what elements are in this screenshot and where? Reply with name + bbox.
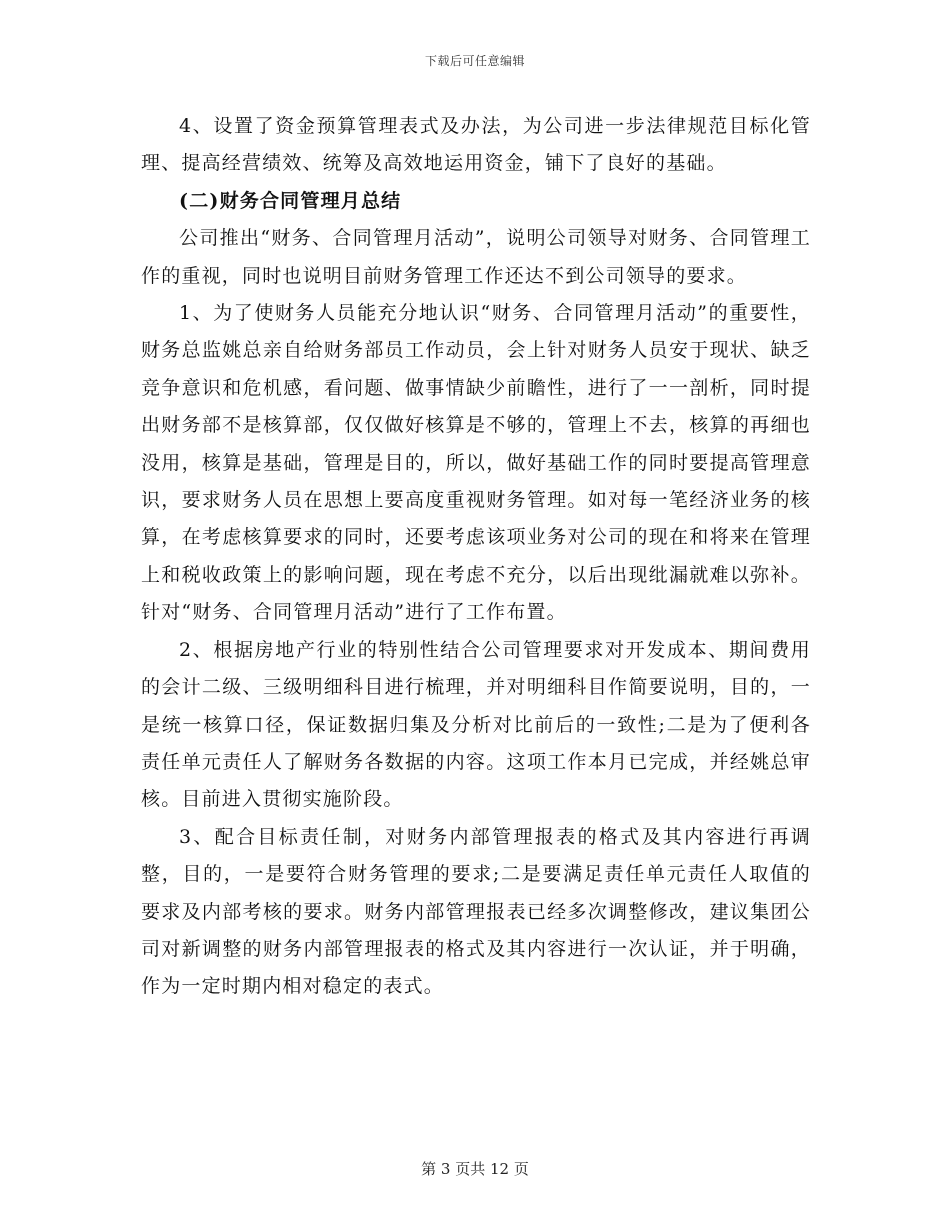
paragraph-item-3: 3、配合目标责任制，对财务内部管理报表的格式及其内容进行再调整，目的，一是要符合财务管理的要求;二是要满足责任单元责任人取值的要求及内部考核的要求。财务内部管理报表已经多次调整修改，建议集团公司对新调整的财务内部管理报表的格式及其内容进行一次认证，并于明确，作为一定时期内相对稳定的表式。 bbox=[141, 825, 811, 998]
paragraph-item-2: 2、根据房地产行业的特别性结合公司管理要求对开发成本、期间费用的会计二级、三级明细科目进行梳理，并对明细科目作简要说明，目的，一是统一核算口径，保证数据归集及分析对比前后的一致性;二是为了便利各责任单元责任人了解财务各数据的内容。这项工作本月已完成，并经姚总审核。目前进入贯彻实施阶段。 bbox=[141, 638, 811, 811]
paragraph-item-1: 1、为了使财务人员能充分地认识“财务、合同管理月活动”的重要性，财务总监姚总亲自给财务部员工作动员，会上针对财务人员安于现状、缺乏竞争意识和危机感，看问题、做事情缺少前瞻性，进行了一一剖析，同时提出财务部不是核算部，仅仅做好核算是不够的，管理上不去，核算的再细也没用，核算是基础，管理是目的，所以，做好基础工作的同时要提高管理意识，要求财务人员在思想上要高度重视财务管理。如对每一笔经济业务的核算，在考虑核算要求的同时，还要考虑该项业务对公司的现在和将来在管理上和税收政策上的影响问题，现在考虑不充分，以后出现纰漏就难以弥补。针对“财务、合同管理月活动”进行了工作布置。 bbox=[141, 302, 811, 624]
page-header: 下载后可任意编辑 bbox=[424, 54, 525, 68]
section-heading: (二)财务合同管理月总结 bbox=[179, 189, 402, 212]
paragraph-item-4: 4、设置了资金预算管理表式及办法，为公司进一步法律规范目标化管理、提高经营绩效、统筹及高效地运用资金，铺下了良好的基础。 bbox=[141, 115, 811, 175]
page-number: 第 3 页共 12 页 bbox=[421, 1160, 529, 1178]
paragraph-intro: 公司推出“财务、合同管理月活动”，说明公司领导对财务、合同管理工作的重视，同时也说明目前财务管理工作还达不到公司领导的要求。 bbox=[141, 227, 811, 287]
document-body bbox=[141, 108, 811, 1006]
